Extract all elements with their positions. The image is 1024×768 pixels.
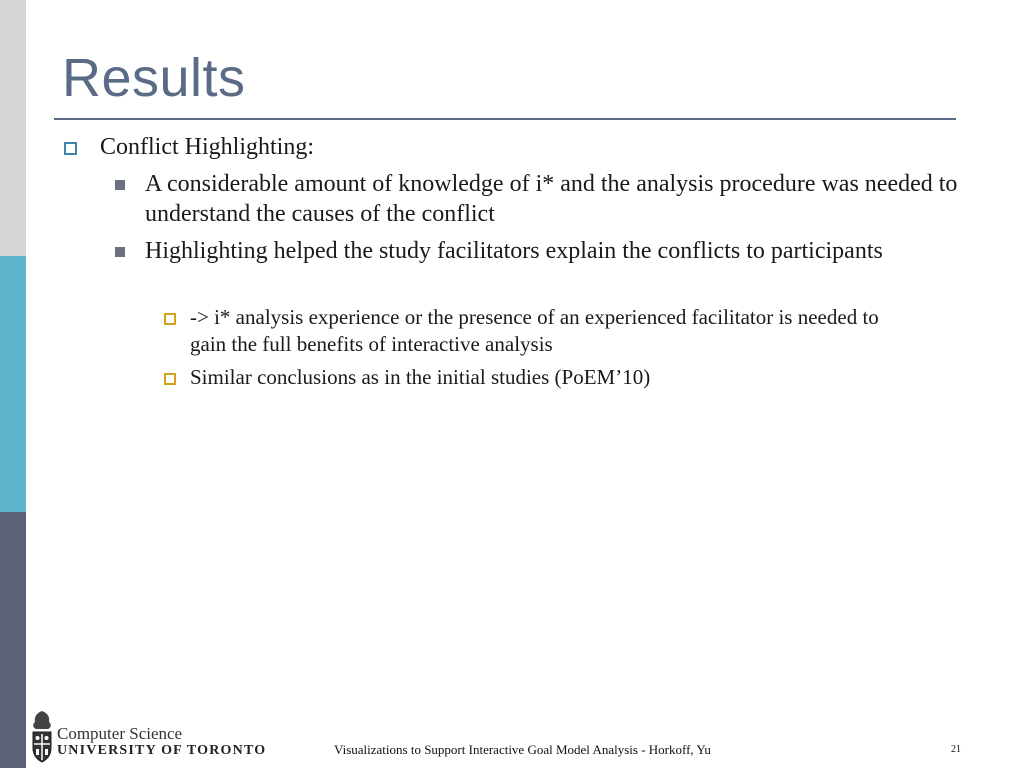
bullet-similar-conclusions: Similar conclusions as in the initial studies (PoEM’10) <box>190 365 651 389</box>
page-number: 21 <box>951 744 961 755</box>
sidebar-segment-slate <box>0 512 26 768</box>
bullet-experience-needed: -> i* analysis experience or the presence of an experienced facilitator is needed to gain the full benefits of interactive analysis <box>190 305 879 356</box>
sidebar-accent <box>0 0 26 768</box>
hollow-square-bullet-icon <box>164 373 176 385</box>
hollow-square-bullet-icon <box>164 313 176 325</box>
bullet-knowledge-needed: A considerable amount of knowledge of i* and the analysis procedure was needed to understand the causes of the conflict <box>145 171 958 227</box>
logo-university: UNIVERSITY OF TORONTO <box>57 743 267 758</box>
square-bullet-icon <box>115 180 125 190</box>
hollow-square-bullet-icon <box>64 142 77 155</box>
university-logo <box>30 708 280 768</box>
slide-title: Results <box>62 48 246 108</box>
sidebar-segment-teal <box>0 256 26 512</box>
crest-icon <box>30 710 54 766</box>
footer-caption: Visualizations to Support Interactive Goal Model Analysis - Horkoff, Yu <box>334 742 711 757</box>
bullet-facilitators-explain: Highlighting helped the study facilitators explain the conflicts to participants <box>145 238 883 264</box>
logo-department: Computer Science <box>57 724 183 743</box>
sidebar-segment-gray <box>0 0 26 256</box>
square-bullet-icon <box>115 247 125 257</box>
title-divider <box>54 118 956 120</box>
bullet-conflict-highlighting: Conflict Highlighting: <box>100 134 314 160</box>
